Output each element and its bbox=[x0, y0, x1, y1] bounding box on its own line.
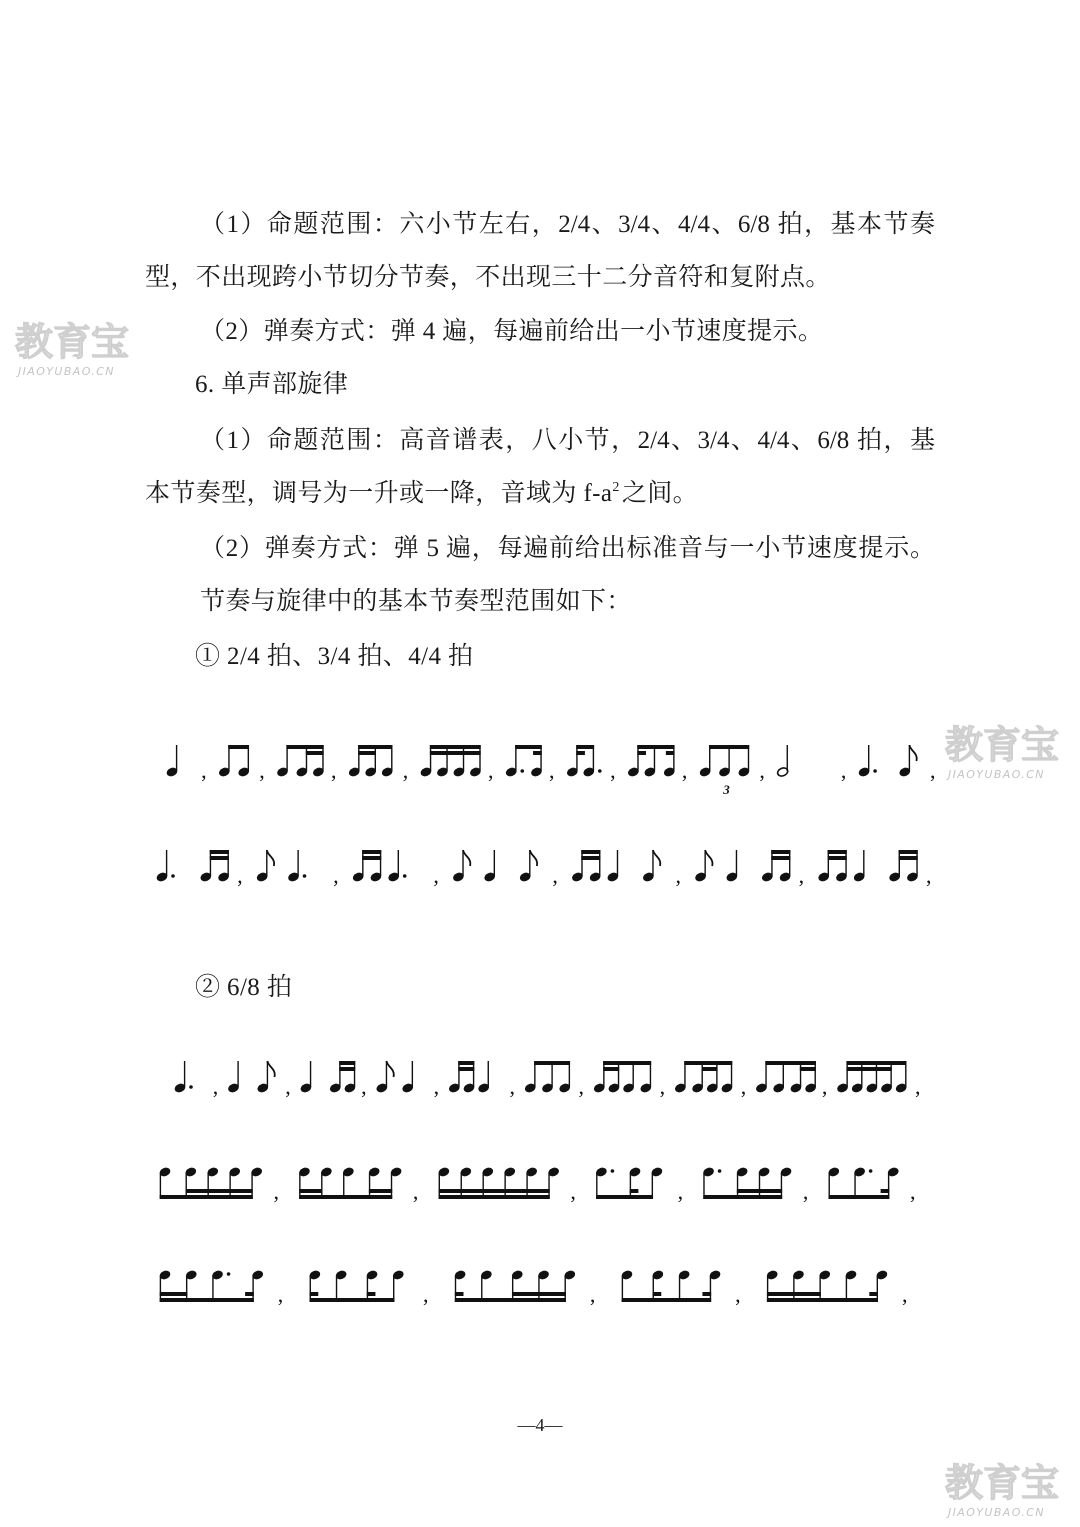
rhythm-group bbox=[218, 745, 250, 777]
rhythm-group bbox=[817, 850, 918, 882]
beam bbox=[709, 745, 749, 749]
secondary-beam bbox=[439, 1189, 462, 1193]
rhythm-group bbox=[766, 1270, 888, 1302]
beam bbox=[160, 1195, 253, 1199]
secondary-beam bbox=[458, 1067, 474, 1071]
beam bbox=[286, 745, 323, 749]
secondary-beam bbox=[430, 751, 448, 755]
beam bbox=[430, 745, 481, 749]
rhythm-separator: , bbox=[549, 758, 555, 783]
beam bbox=[455, 1298, 566, 1302]
rhythm-separator: , bbox=[259, 758, 265, 783]
rhythm-group bbox=[256, 850, 306, 882]
pattern-set-label-simple-meter: ① 2/4 拍、3/4 拍、4/4 拍 bbox=[195, 643, 474, 670]
rhythm-group bbox=[828, 1167, 900, 1199]
beam bbox=[228, 745, 249, 749]
augmentation-dot bbox=[611, 1169, 615, 1173]
secondary-beam bbox=[160, 1292, 188, 1296]
secondary-beam bbox=[800, 1067, 816, 1071]
secondary-beam-stub bbox=[533, 751, 542, 755]
secondary-beam-stub bbox=[245, 1292, 254, 1296]
rhythm-separator: , bbox=[402, 758, 409, 783]
rhythm-group bbox=[159, 1167, 263, 1199]
secondary-beam bbox=[207, 1189, 230, 1193]
secondary-beam bbox=[526, 1189, 549, 1193]
rhythm-group bbox=[227, 1061, 274, 1093]
rhythm-separator: , bbox=[330, 758, 337, 783]
melody-range-superscript: 2 bbox=[612, 480, 620, 495]
augmentation-dot bbox=[873, 769, 877, 773]
secondary-beam bbox=[771, 856, 790, 860]
rhythm-separator: , bbox=[273, 1179, 279, 1204]
rhythm-separator: , bbox=[926, 863, 932, 888]
melody-scope-text: （1）命题范围：高音谱表，八小节，2/4、3/4、4/4、6/8 拍，基 bbox=[200, 427, 935, 454]
beam bbox=[576, 745, 594, 749]
watermark-domain: JIAOYUBAO.CN bbox=[948, 1506, 1045, 1519]
rhythm-separator: , bbox=[902, 1282, 908, 1307]
rhythm-separator: , bbox=[433, 863, 439, 888]
secondary-beam bbox=[229, 1189, 252, 1193]
secondary-beam bbox=[759, 1189, 782, 1193]
watermark-brand: 教育宝 bbox=[945, 723, 1060, 767]
rhythm-separator: , bbox=[930, 758, 936, 783]
rhythm-group bbox=[593, 1061, 652, 1093]
secondary-beam bbox=[828, 856, 847, 860]
rhythm-group bbox=[755, 1061, 817, 1093]
beam bbox=[534, 1061, 570, 1065]
rhythm-separator: , bbox=[277, 1282, 284, 1307]
augmentation-dot bbox=[403, 874, 407, 878]
beam bbox=[767, 1298, 878, 1302]
rhythm-group bbox=[702, 1167, 792, 1199]
melody-range-before: 本节奏型，调号为一升或一降，音域为 f-a bbox=[145, 480, 613, 507]
rhythm-separator: , bbox=[740, 1074, 747, 1099]
rhythm-separator: , bbox=[681, 758, 688, 783]
rhythm-separator: , bbox=[212, 1074, 219, 1099]
melody-play-text: （2）弹奏方式：弹 5 遍，每遍前给出标准音与一小节速度提示。 bbox=[200, 535, 935, 562]
secondary-beam bbox=[512, 1292, 540, 1296]
rhythm-group bbox=[276, 745, 324, 777]
secondary-beam bbox=[581, 856, 600, 860]
note-flag bbox=[267, 850, 274, 866]
rhythm-group bbox=[352, 850, 407, 882]
augmentation-dot bbox=[171, 874, 175, 878]
secondary-beam bbox=[299, 1189, 322, 1193]
rhythm-separator: , bbox=[237, 863, 243, 888]
beam bbox=[439, 1195, 550, 1199]
rhythm-group bbox=[174, 1061, 193, 1093]
rhythm-separator: , bbox=[589, 1282, 596, 1307]
rhythm-separator: , bbox=[509, 1074, 516, 1099]
beam bbox=[299, 1195, 392, 1199]
rhythm-group bbox=[627, 745, 675, 777]
rhythm-separator: , bbox=[610, 758, 616, 783]
secondary-beam-stub bbox=[666, 751, 675, 755]
secondary-beam bbox=[538, 1292, 566, 1296]
secondary-beam bbox=[306, 751, 324, 755]
beam bbox=[358, 745, 392, 749]
rhythm-group bbox=[674, 1061, 733, 1093]
note-flag bbox=[386, 1061, 393, 1077]
secondary-beam bbox=[186, 1189, 209, 1193]
rhythm-separator: , bbox=[433, 1074, 440, 1099]
rhythm-group bbox=[438, 1167, 560, 1199]
rhythm-row bbox=[174, 1061, 921, 1099]
rhythm-group bbox=[524, 1061, 571, 1093]
rhythm-group bbox=[348, 745, 393, 777]
page-number: —4— bbox=[517, 1415, 563, 1435]
secondary-beam-stub bbox=[881, 1189, 890, 1193]
rhythm-set-2 bbox=[159, 1061, 921, 1307]
patterns-intro: 节奏与旋律中的基本节奏型范围如下： bbox=[200, 588, 632, 615]
rhythm-play-text: （2）弹奏方式：弹 4 遍，每遍前给出一小节速度提示。 bbox=[200, 318, 824, 345]
rhythm-set-1 bbox=[156, 745, 936, 888]
rhythm-group bbox=[309, 1270, 405, 1302]
secondary-beam bbox=[876, 1067, 892, 1071]
watermark-brand: 教育宝 bbox=[945, 1461, 1060, 1505]
rhythm-group bbox=[452, 850, 537, 882]
rhythm-separator: , bbox=[361, 1074, 367, 1099]
rhythm-group bbox=[159, 1270, 264, 1302]
beam bbox=[603, 1061, 651, 1065]
beam bbox=[846, 1061, 906, 1065]
rhythm-group bbox=[376, 1061, 414, 1093]
rhythm-group bbox=[571, 850, 660, 882]
rhythm-group bbox=[566, 745, 602, 777]
beam bbox=[515, 745, 542, 749]
beam bbox=[210, 850, 229, 854]
beam bbox=[622, 1298, 711, 1302]
rhythm-group bbox=[454, 1270, 576, 1302]
rhythm-row bbox=[156, 850, 932, 888]
rhythm-group bbox=[595, 1167, 663, 1199]
rhythm-separator: , bbox=[412, 1179, 419, 1204]
tuplet-number: 3 bbox=[723, 782, 730, 797]
secondary-beam bbox=[210, 856, 229, 860]
secondary-beam bbox=[603, 1067, 619, 1071]
beam bbox=[637, 745, 674, 749]
rhythm-separator: , bbox=[487, 758, 494, 783]
rhythm-group bbox=[621, 1270, 722, 1302]
rhythm-scope-text-cont: 型，不出现跨小节切分节奏，不出现三十二分音符和复附点。 bbox=[145, 264, 831, 291]
rhythm-separator: , bbox=[735, 1282, 741, 1307]
secondary-beam bbox=[358, 751, 376, 755]
rhythm-separator: , bbox=[821, 1074, 828, 1099]
secondary-beam bbox=[861, 1067, 877, 1071]
secondary-beam bbox=[446, 751, 464, 755]
rhythm-group bbox=[694, 850, 791, 882]
secondary-beam bbox=[702, 1067, 718, 1071]
rhythm-separator: , bbox=[201, 758, 207, 783]
beam bbox=[703, 1195, 782, 1199]
beam bbox=[362, 850, 381, 854]
augmentation-dot bbox=[227, 1272, 231, 1276]
rhythm-group bbox=[699, 745, 750, 797]
rhythm-group bbox=[505, 745, 543, 777]
melody-heading: 6. 单声部旋律 bbox=[195, 371, 349, 398]
beam bbox=[771, 850, 790, 854]
rhythm-separator: , bbox=[578, 1074, 585, 1099]
note-flag bbox=[530, 850, 537, 866]
rhythm-separator: , bbox=[915, 1074, 921, 1099]
secondary-beam-stub bbox=[367, 1292, 376, 1296]
secondary-beam bbox=[793, 1292, 821, 1296]
rhythm-group bbox=[448, 1061, 490, 1093]
beam bbox=[596, 1195, 653, 1199]
rhythm-separator: , bbox=[333, 863, 339, 888]
secondary-beam bbox=[737, 1189, 760, 1193]
secondary-beam bbox=[767, 1292, 795, 1296]
secondary-beam-stub bbox=[576, 751, 585, 755]
rhythm-separator: , bbox=[840, 758, 847, 783]
rhythm-group bbox=[300, 1061, 356, 1093]
rhythm-separator: , bbox=[285, 1074, 291, 1099]
rhythm-group bbox=[420, 745, 482, 777]
rhythm-row bbox=[166, 745, 936, 797]
beam bbox=[899, 850, 918, 854]
beam bbox=[458, 1061, 474, 1065]
beam bbox=[160, 1298, 254, 1302]
secondary-beam bbox=[362, 856, 381, 860]
rhythm-separator: , bbox=[798, 863, 805, 888]
watermark-domain: JIAOYUBAO.CN bbox=[948, 768, 1045, 781]
note-flag bbox=[909, 745, 916, 761]
beam bbox=[684, 1061, 732, 1065]
rhythm-group bbox=[156, 850, 230, 882]
rhythm-separator: , bbox=[910, 1179, 916, 1204]
secondary-beam-stub bbox=[653, 1292, 662, 1296]
rhythm-separator: , bbox=[423, 1282, 429, 1307]
note-flag bbox=[705, 850, 712, 866]
beam bbox=[339, 1061, 355, 1065]
beam bbox=[829, 1195, 890, 1199]
watermark-brand: 教育宝 bbox=[15, 320, 130, 364]
rhythm-row bbox=[159, 1167, 916, 1204]
augmentation-dot bbox=[303, 874, 307, 878]
secondary-beam-stub bbox=[637, 751, 646, 755]
secondary-beam bbox=[482, 1189, 505, 1193]
rhythm-group bbox=[836, 1061, 907, 1093]
secondary-beam-stub bbox=[310, 1292, 319, 1296]
secondary-beam-stub bbox=[630, 1189, 639, 1193]
melody-range-after: 之间。 bbox=[621, 480, 699, 507]
rhythm-row bbox=[159, 1270, 908, 1307]
secondary-beam-stub bbox=[455, 1292, 464, 1296]
rhythm-scope-text: （1）命题范围：六小节左右，2/4、3/4、4/4、6/8 拍，基本节奏 bbox=[200, 211, 935, 238]
rhythm-separator: , bbox=[659, 1074, 666, 1099]
beam bbox=[310, 1298, 395, 1302]
secondary-beam bbox=[461, 1189, 484, 1193]
augmentation-dot bbox=[598, 769, 602, 773]
rhythm-separator: , bbox=[759, 758, 765, 783]
secondary-beam-stub bbox=[869, 1292, 878, 1296]
rhythm-group bbox=[776, 745, 788, 777]
rhythm-group bbox=[298, 1167, 402, 1199]
secondary-beam bbox=[339, 1067, 355, 1071]
watermark-domain: JIAOYUBAO.CN bbox=[18, 365, 115, 378]
augmentation-dot bbox=[718, 1169, 722, 1173]
augmentation-dot bbox=[189, 1085, 193, 1089]
rhythm-separator: , bbox=[552, 863, 558, 888]
pattern-set-label-compound-meter: ② 6/8 拍 bbox=[195, 974, 293, 1001]
secondary-beam bbox=[369, 1189, 392, 1193]
rhythm-separator: , bbox=[802, 1179, 809, 1204]
rhythm-separator: , bbox=[677, 1179, 684, 1204]
secondary-beam bbox=[899, 856, 918, 860]
note-flag bbox=[267, 1061, 274, 1077]
rhythm-separator: , bbox=[570, 1179, 576, 1204]
note-flag bbox=[653, 850, 660, 866]
augmentation-dot bbox=[520, 769, 524, 773]
secondary-beam bbox=[463, 751, 481, 755]
augmentation-dot bbox=[869, 1169, 873, 1173]
beam bbox=[765, 1061, 816, 1065]
beam bbox=[828, 850, 847, 854]
rhythm-group bbox=[858, 745, 917, 777]
beam bbox=[581, 850, 600, 854]
rhythm-group bbox=[166, 745, 178, 777]
secondary-beam bbox=[846, 1067, 862, 1071]
secondary-beam-stub bbox=[702, 1292, 711, 1296]
note-flag bbox=[463, 850, 470, 866]
secondary-beam bbox=[504, 1189, 527, 1193]
rhythm-separator: , bbox=[675, 863, 682, 888]
